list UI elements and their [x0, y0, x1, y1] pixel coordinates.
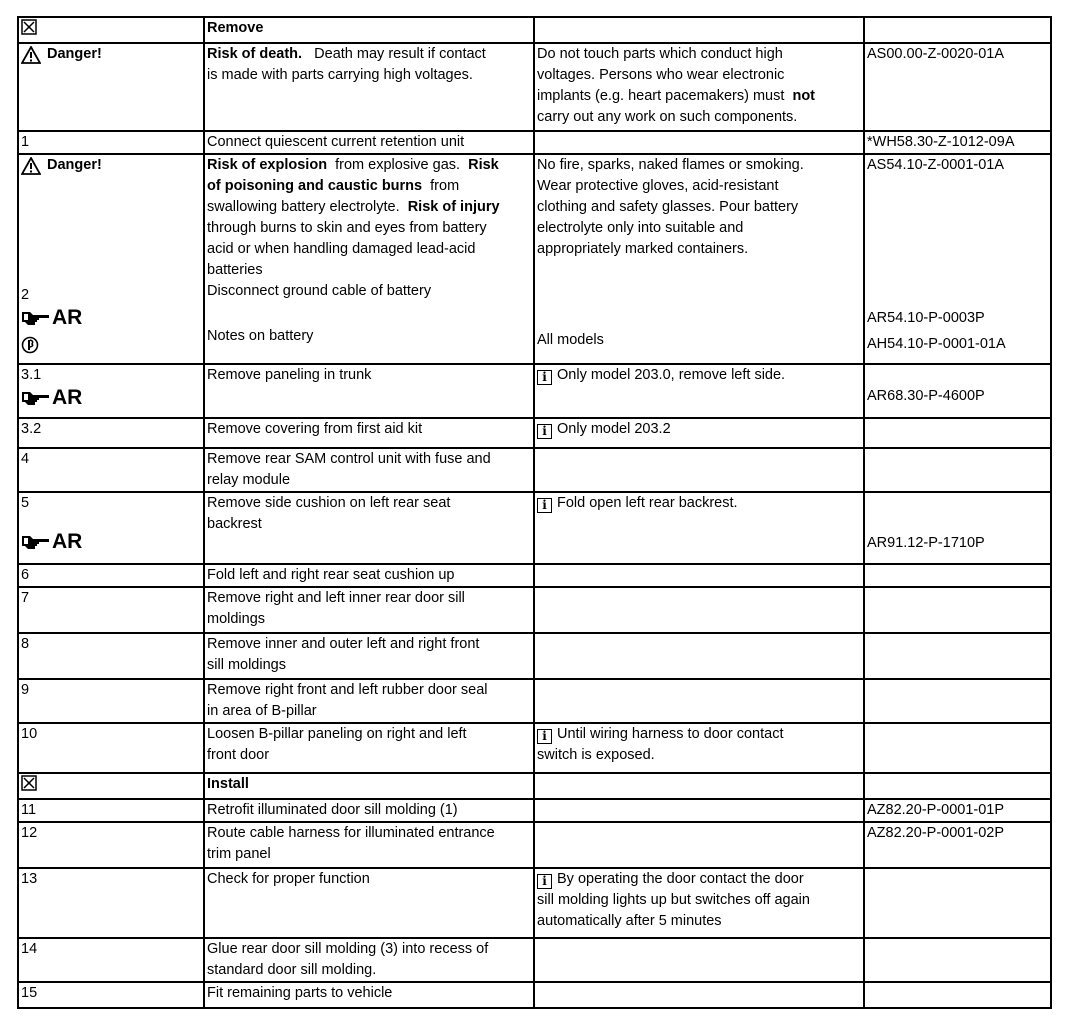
step-number: 13: [18, 868, 204, 938]
pointing-hand-icon: [21, 389, 51, 407]
doc-reference[interactable]: AZ82.20-P-0001-02P: [864, 822, 1051, 868]
doc-reference[interactable]: AH54.10-P-0001-01A: [867, 336, 1006, 352]
risk-title: Risk of death.: [207, 46, 303, 62]
info-icon: i: [537, 498, 552, 513]
table-row: 14 Glue rear door sill molding (3) into recess of standard door sill molding.: [18, 938, 1051, 982]
table-row: [18, 799, 1051, 822]
procedure-document: [17, 16, 1052, 1009]
step-number: 2: [21, 286, 30, 303]
step-text: Disconnect ground cable of battery: [207, 283, 432, 299]
doc-reference[interactable]: AR68.30-P-4600P: [867, 388, 985, 404]
step-number: 11: [18, 799, 204, 822]
info-icon: i: [537, 729, 552, 744]
step-number: 6: [18, 564, 204, 587]
warning-triangle-icon: [21, 157, 41, 175]
note-text: Fold open left rear backrest.: [557, 495, 738, 511]
doc-reference[interactable]: AR54.10-P-0003P: [867, 310, 985, 326]
step-number: 4: [18, 448, 204, 492]
note-text: Only model 203.0, remove left side.: [557, 367, 786, 383]
step-text: Check for proper function: [204, 868, 534, 938]
pointing-hand-icon: [21, 309, 51, 327]
section-icon: [21, 19, 37, 35]
table-row-danger-high-voltage: Danger! Risk of death. Death may result if contact is made with parts carrying high voltages. Do not touch parts which conduct high voltages. Persons who wear electronic implants (e.g. heart pacemakers) must not carry out any work on such components. AS00.00-Z-0020-01A: [18, 43, 1051, 131]
step-text: Remove covering from first aid kit: [204, 418, 534, 448]
warning-triangle-icon: [21, 46, 41, 64]
step-number: 8: [18, 633, 204, 679]
step-number: 7: [18, 587, 204, 633]
table-row: [18, 364, 1051, 418]
table-row: [18, 418, 1051, 448]
step-number: 12: [18, 822, 204, 868]
doc-reference[interactable]: *WH58.30-Z-1012-09A: [864, 131, 1051, 154]
doc-reference[interactable]: AS54.10-Z-0001-01A: [867, 157, 1005, 173]
doc-reference[interactable]: AR91.12-P-1710P: [867, 535, 985, 551]
table-row: 12 Route cable harness for illuminated entrance trim panel AZ82.20-P-0001-02P: [18, 822, 1051, 868]
section-title-remove: Remove: [207, 20, 264, 36]
table-row: [18, 564, 1051, 587]
info-icon: i: [537, 370, 552, 385]
table-row: 9 Remove right front and left rubber door seal in area of B-pillar: [18, 679, 1051, 723]
step-text: Retrofit illuminated door sill molding (1): [204, 799, 534, 822]
step-number: 14: [18, 938, 204, 982]
info-icon: i: [537, 424, 552, 439]
ar-reference-marker: AR: [21, 386, 82, 410]
info-icon: i: [537, 874, 552, 889]
section-icon: [21, 775, 37, 791]
step-number: 10: [18, 723, 204, 773]
step-text: Notes on battery: [207, 328, 314, 344]
table-row: 8 Remove inner and outer left and right front sill moldings: [18, 633, 1051, 679]
section-row-remove: [18, 17, 1051, 43]
note-text: Only model 203.2: [557, 421, 671, 437]
table-row: 7 Remove right and left inner rear door sill moldings: [18, 587, 1051, 633]
step-number: 3.1: [21, 367, 42, 383]
ar-reference-marker: AR: [21, 530, 82, 554]
section-title-install: Install: [207, 776, 249, 792]
step-text: Remove paneling in trunk: [204, 364, 534, 418]
ar-reference-marker: AR: [21, 306, 82, 330]
step-number: 3.2: [18, 418, 204, 448]
doc-reference[interactable]: AS00.00-Z-0020-01A: [867, 46, 1005, 62]
step-text: Fold left and right rear seat cushion up: [204, 564, 534, 587]
procedure-table: [17, 16, 1052, 1009]
table-row: [18, 982, 1051, 1008]
danger-label: Danger!: [21, 155, 102, 176]
note-text: All models: [537, 332, 604, 348]
doc-reference[interactable]: AZ82.20-P-0001-01P: [864, 799, 1051, 822]
step-number: 9: [18, 679, 204, 723]
table-row: 4 Remove rear SAM control unit with fuse and relay module: [18, 448, 1051, 492]
step-text: Connect quiescent current retention unit: [204, 131, 534, 154]
notes-circle-icon: [21, 336, 39, 354]
table-row: 13 Check for proper function i By operating the door contact the door sill molding lights up but switches off again automatically after 5 minutes: [18, 868, 1051, 938]
step-text: Fit remaining parts to vehicle: [204, 982, 534, 1008]
pointing-hand-icon: [21, 533, 51, 551]
table-row-danger-battery: Danger! 2 AR Risk of explosion from explosive gas. Risk of poisoning and caustic burns from swallowing battery electrolyte. Risk of injury through burns to skin and eyes from battery acid or when handling damaged lead-acid batteries Disconnect ground cable of battery Notes on battery No fire, sparks, naked flames or smoking. Wear protective gloves, acid-resistant clothing and safety glasses. Pour battery electrolyte only into suitable and appropriately marked containers. All models AS54.10-Z-0001-01A AR54.10-P-0003P AH54.10-P-0001-01A: [18, 154, 1051, 364]
step-number: 1: [18, 131, 204, 154]
step-number: 5: [21, 495, 30, 511]
table-row: 10 Loosen B-pillar paneling on right and left front door i Until wiring harness to door contact switch is exposed.: [18, 723, 1051, 773]
danger-label: Danger!: [21, 44, 102, 65]
table-row: 5 AR Remove side cushion on left rear seat backrest i Fold open left rear backrest. AR91.12-P-1710P: [18, 492, 1051, 564]
step-number: 15: [18, 982, 204, 1008]
table-row: [18, 131, 1051, 154]
section-row-install: [18, 773, 1051, 799]
